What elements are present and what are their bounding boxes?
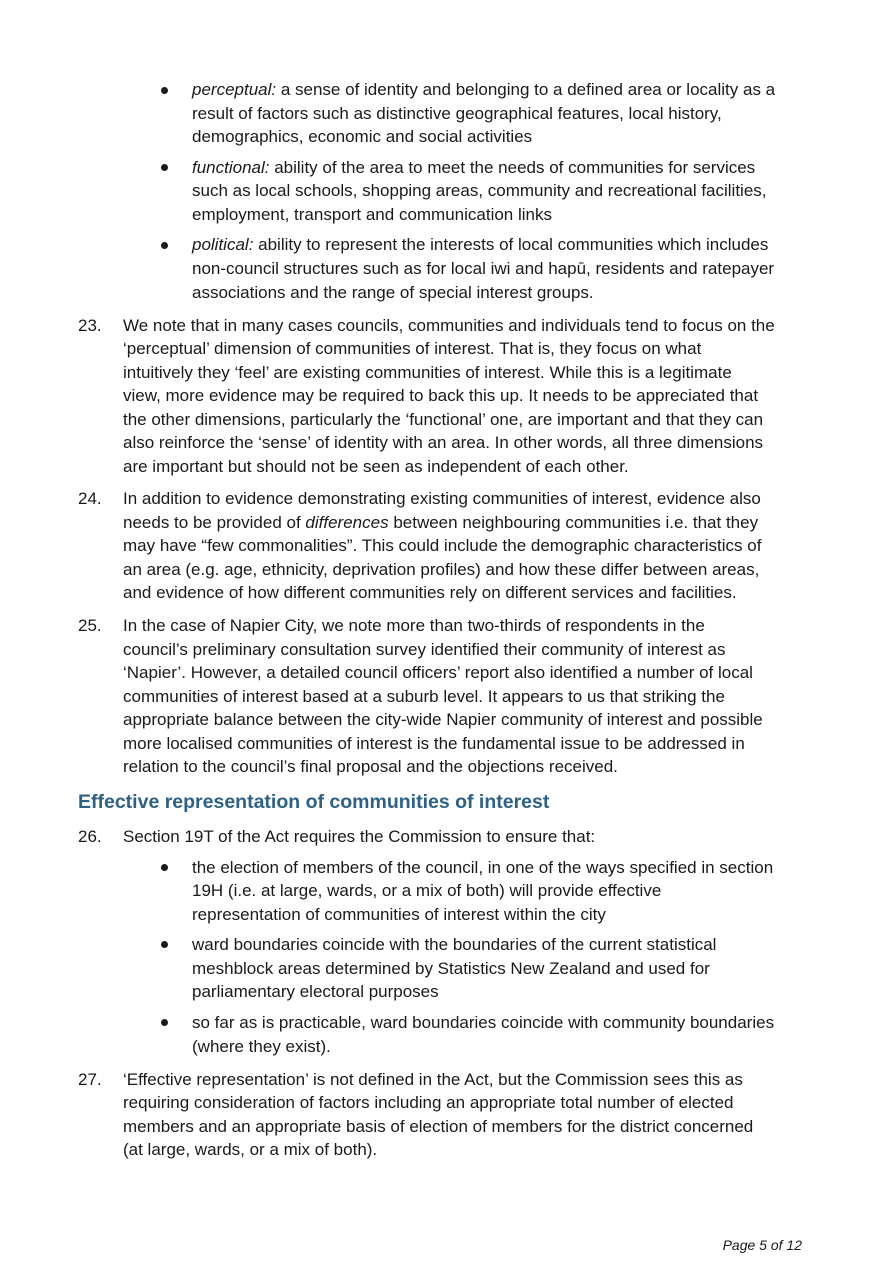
paragraph-line: the other dimensions, particularly the ‘functional’ one, are important and that they can [123,410,764,429]
paragraph-line: In addition to evidence demonstrating existing communities of interest, evidence also [123,489,761,508]
bullet-line: 19H (i.e. at large, wards, or a mix of both) will provide effective [192,881,662,900]
paragraph-line: more localised communities of interest is the fundamental issue to be addressed in [123,734,745,753]
bullet-line: the election of members of the council, in one of the ways specified in section [192,858,774,877]
paragraph-line: are important but should not be seen as independent of each other. [123,457,629,476]
paragraph-line: council’s preliminary consultation survey identified their community of interest as [123,640,726,659]
bullet-line: non-council structures such as for local iwi and hapū, residents and ratepayer [192,259,775,278]
bullet-line: parliamentary electoral purposes [192,982,439,1001]
bullet-line: perceptual: a sense of identity and belonging to a defined area or locality as a [192,80,776,99]
bullet-line: result of factors such as distinctive geographical features, local history, [192,104,722,123]
paragraph-number: 23. [78,316,102,335]
paragraph-line: ‘Effective representation’ is not defined in the Act, but the Commission sees this as [123,1070,743,1089]
bullet-line: employment, transport and communication links [192,205,552,224]
bullet-line: representation of communities of interest within the city [192,905,606,924]
paragraph-line: ‘Napier’. However, a detailed council officers’ report also identified a number of local [123,663,753,682]
paragraph-line: and evidence of how different communities rely on different services and facilities. [123,583,737,602]
paragraph-line: needs to be provided of differences between neighbouring communities i.e. that they [123,513,759,532]
paragraph-line: an area (e.g. age, ethnicity, deprivation profiles) and how these differ between areas, [123,560,760,579]
paragraph-number: 27. [78,1070,102,1089]
bullet-line: demographics, economic and social activities [192,127,533,146]
bullet-dot [161,864,168,871]
section-heading: Effective representation of communities of interest [78,791,550,813]
bullet-line: ward boundaries coincide with the boundaries of the current statistical [192,935,717,954]
page-number: Page 5 of 12 [722,1237,802,1253]
paragraph-line: appropriate balance between the city-wide Napier community of interest and possible [123,710,763,729]
bullet-dot [161,941,168,948]
bullet-line: (where they exist). [192,1037,331,1056]
paragraph-line: view, more evidence may be required to back this up. It needs to be appreciated that [123,386,759,405]
paragraph-line: We note that in many cases councils, communities and individuals tend to focus on the [123,316,775,335]
paragraph-number: 26. [78,827,102,846]
bullet-line: such as local schools, shopping areas, community and recreational facilities, [192,181,767,200]
paragraph-line: may have “few commonalities”. This could include the demographic characteristics of [123,536,762,555]
bullet-line: so far as is practicable, ward boundaries coincide with community boundaries [192,1013,775,1032]
paragraph-line: ‘perceptual’ dimension of communities of interest. That is, they focus on what [123,339,702,358]
paragraph-line: In the case of Napier City, we note more than two-thirds of respondents in the [123,616,705,635]
paragraph-line: members and an appropriate basis of election of members for the district concerned [123,1117,754,1136]
paragraph-line: (at large, wards, or a mix of both). [123,1140,378,1159]
paragraph-line: Section 19T of the Act requires the Commission to ensure that: [123,827,596,846]
paragraph-line: also reinforce the ‘sense’ of identity with an area. In other words, all three dimensions [123,433,764,452]
bullet-line: associations and the range of special interest groups. [192,283,594,302]
bullet-line: political: ability to represent the interests of local communities which includes [192,235,769,254]
bullet-dot [161,87,168,94]
paragraph-line: requiring consideration of factors including an appropriate total number of elected [123,1093,734,1112]
paragraph-number: 24. [78,489,102,508]
bullet-line: meshblock areas determined by Statistics New Zealand and used for [192,959,710,978]
bullet-line: functional: ability of the area to meet the needs of communities for services [192,158,756,177]
paragraph-number: 25. [78,616,102,635]
paragraph-line: relation to the council’s final proposal and the objections received. [123,757,618,776]
paragraph-line: communities of interest based at a suburb level. It appears to us that striking the [123,687,725,706]
bullet-dot [161,164,168,171]
bullet-dot [161,1019,168,1026]
paragraph-line: intuitively they ‘feel’ are existing communities of interest. While this is a legitimate [123,363,732,382]
bullet-dot [161,242,168,249]
